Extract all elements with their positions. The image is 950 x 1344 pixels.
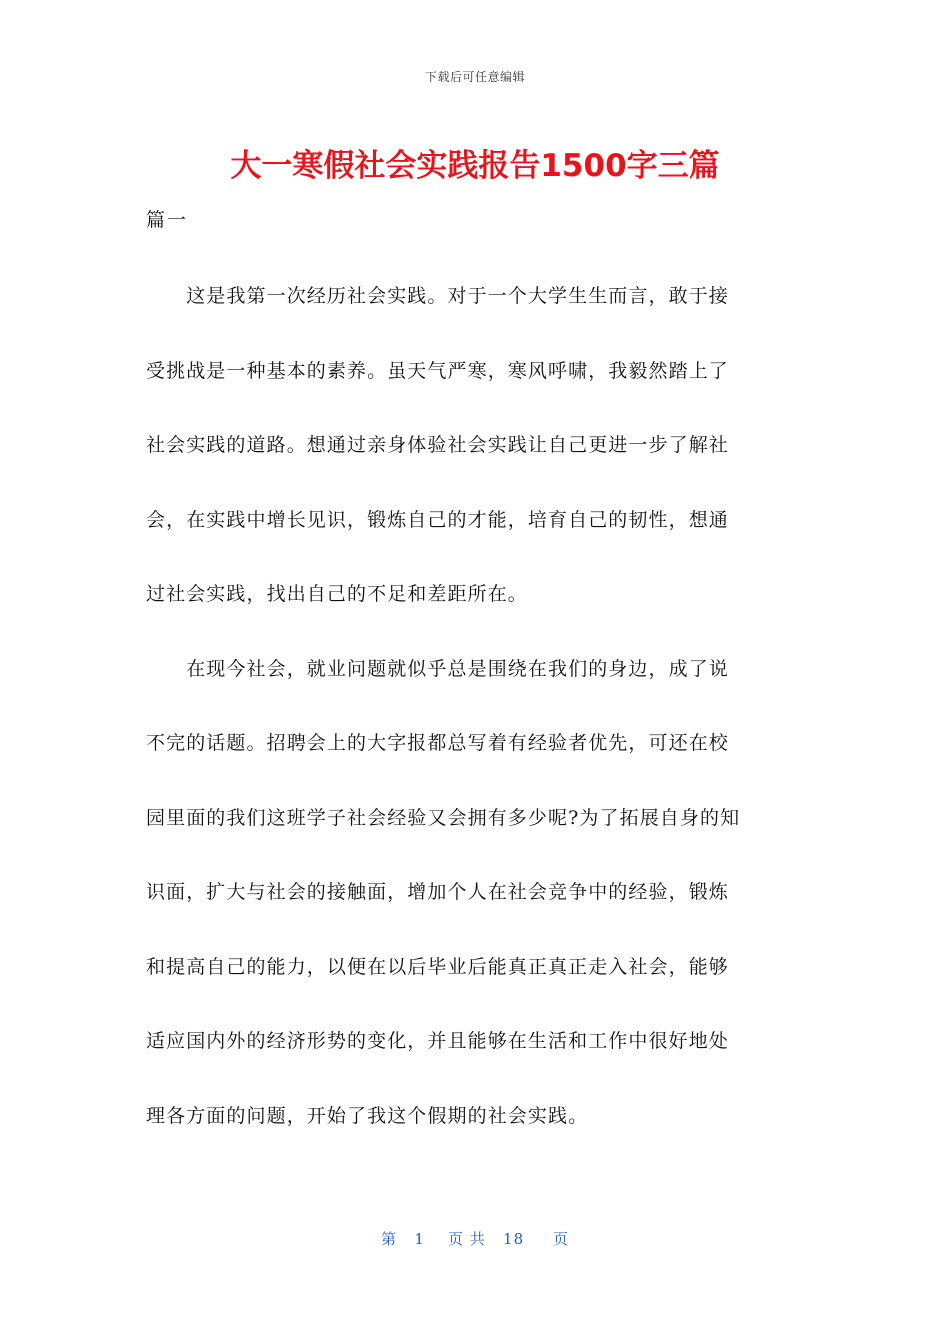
paragraph-line: 不完的话题。招聘会上的大字报都总写着有经验者优先，可还在校	[146, 732, 729, 754]
footer-page-total: 18	[503, 1230, 525, 1248]
paragraph	[146, 278, 802, 651]
footer-page-current: 1	[414, 1230, 425, 1248]
document-body	[146, 278, 802, 1172]
paragraph-line: 过社会实践，找出自己的不足和差距所在。	[146, 583, 528, 605]
page-footer	[0, 1228, 950, 1249]
footer-page-suffix: 页	[552, 1230, 569, 1248]
paragraph-line: 在现今社会，就业问题就似乎总是围绕在我们的身边，成了说	[146, 657, 729, 680]
footer-page-prefix: 第	[381, 1230, 398, 1248]
paragraph-line: 会，在实践中增长见识，锻炼自己的才能，培育自己的韧性，想通	[146, 508, 729, 531]
paragraph-line: 社会实践的道路。想通过亲身体验社会实践让自己更进一步了解社	[146, 434, 729, 456]
footer-page-middle: 页 共	[447, 1230, 486, 1248]
paragraph-line: 受挑战是一种基本的素养。虽天气严寒，寒风呼啸，我毅然踏上了	[146, 359, 729, 382]
header-note: 下载后可任意编辑	[424, 70, 525, 84]
paragraph-line: 理各方面的问题，开始了我这个假期的社会实践。	[146, 1104, 589, 1127]
paragraph-line: 这是我第一次经历社会实践。对于一个大学生生而言，敢于接	[146, 285, 729, 307]
section-label: 篇一	[146, 209, 189, 231]
paragraph-line: 识面，扩大与社会的接触面，增加个人在社会竞争中的经验，锻炼	[146, 881, 729, 903]
document-title: 大一寒假社会实践报告1500字三篇	[230, 148, 720, 184]
paragraph	[146, 651, 802, 1173]
paragraph-line: 适应国内外的经济形势的变化，并且能够在生活和工作中很好地处	[146, 1030, 729, 1052]
paragraph-line: 园里面的我们这班学子社会经验又会拥有多少呢?为了拓展自身的知	[146, 806, 741, 829]
paragraph-line: 和提高自己的能力，以便在以后毕业后能真正真正走入社会，能够	[146, 955, 729, 978]
